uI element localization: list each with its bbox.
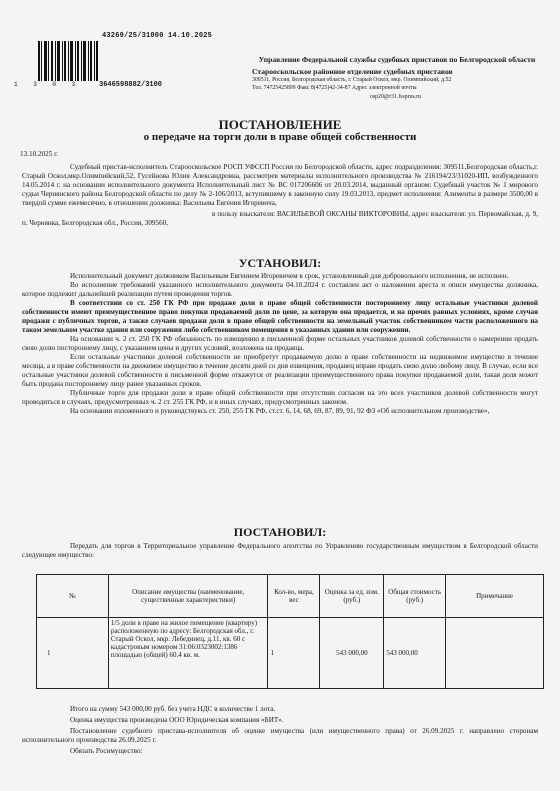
footer-oblige: Обязать Росимущество: [70, 747, 143, 755]
document-code: 43269/25/31000 14.10.2025 [102, 32, 213, 40]
cell-unit-price: 543 000,00 [320, 618, 384, 689]
document-subtitle: о передаче на торги доли в праве общей собственности [143, 131, 417, 143]
paragraph-article-250: В соответствии со ст. 250 ГК РФ при продаже доли в праве общей собственности постороннему лицу остальные участники долевой собственности имеют преимущественное право покупки продаваемой доли по цене, за которую она продается, и на прочих равных условиях, кроме случая продажи с публичных торгов, а также случаев продажи доли в праве общей собственности на земельный участок собственником части расположенного на таком земельном участке здания или сооружения либо собственником помещения в указанных здании или сооружении. [22, 299, 538, 334]
table-header-row [37, 575, 544, 618]
agency-phone: Тел. 74725425899 Факс 8(4725)42-34-87 Адрес электронной почты [252, 85, 417, 92]
col-header-total: Общая стоимость (руб.) [384, 575, 446, 618]
intro-claimant-paragraph: в пользу взыскателя: ВАСИЛЬЕВОЙ ОКСАНЫ ВИКТОРОВНЫ, адрес взыскателя: ул. Первомайская, д. 9, п. Чернянка, Белгородская обл., Россия, 309560, [22, 210, 538, 227]
cell-quantity: 1 [268, 618, 320, 689]
agency-department: Старооскольское районное отделение судебных приставов [252, 66, 453, 76]
document-date: 13.10.2025 г. [20, 150, 59, 158]
table-row [37, 618, 544, 689]
paragraph-transfer: Передать для торгов в Территориальное управление Федерального агентства по Управлению государственным имуществом в Белгородской области следующее имущество: [22, 542, 538, 559]
intro-paragraph: Судебный пристав-исполнитель Старооскольское РОСП УФССП России по Белгородской области, адрес подразделения: 309511,Белгородская область,г. Старый Оскол,мкр.Олимпийский,52, Гусейнова Юлия Александровна, рассмотрев материалы исполнительного производства № 216194/23/31020-ИП, возбужденного 14.05.2014 г. на основании исполнительного документа Исполнительный лист № ВС 017206606 от 20.03.2014, выданный органом: Судебный участок № 1 мирового судьи Чернянского района Белгородской области по делу № 2-106/2013, вступившему в законную силу 19.03.2013, предмет исполнения: Алименты в размере 3500,00 в твердой сумме ежемесячно, в отношении должника: Васильева Евгения Игоревича, [22, 163, 538, 207]
agency-address: 309511, Россия, Белгородская область, г. Старый Оскол, мкр. Олимпийский, д.52 [252, 76, 452, 83]
col-header-note: Примечание [446, 575, 544, 618]
col-header-quantity: Кол-во, мера, вес [268, 575, 320, 618]
section-resolved-heading: ПОСТАНОВИЛ: [233, 525, 327, 539]
footer-total: Итого на сумму 543 000,00 руб. без учета НДС в количестве 1 лота. [70, 705, 276, 713]
paragraph-notify-obligation: На основании ч. 2 ст. 250 ГК РФ обязанность по извещению в письменной форме остальных участников долевой собственности о намерении продать свою долю постороннему лицу, с указанием цены и других условий, возложена на продавца. [22, 335, 538, 352]
footer-resolution: Постановление судебного пристава-исполнителя об оценке имущества (или имущественного права) от 26.09.2025 г. направлено сторонам исполнительного производства 26.09.2025 г. [22, 727, 538, 744]
section-established-heading: УСТАНОВИЛ: [238, 256, 322, 270]
cell-description: 1/5 доли в праве на жилое помещение (квартиру) расположенную по адресу: Белгородская обл., г. Старый Оскол, мкр. Лебединец, д.11, кв. 60 с кадастровым номером 31:06:0323002:1386 площадью (общей) 60.4 кв. м. [108, 618, 268, 689]
cell-number: 1 [37, 618, 109, 689]
footer-appraisal: Оценка имущества произведена ООО Юридическая компания «БИТ». [70, 716, 284, 724]
footer-section [22, 705, 538, 756]
col-header-number: № [37, 575, 109, 618]
col-header-unit-price: Оценка за ед. изм. (руб.) [320, 575, 384, 618]
col-header-description: Описание имущества (наименование, существенные характеристики) [108, 575, 268, 618]
paragraph-public-auction: Публичные торги для продажи доли в праве общей собственности при отсутствии согласия на это всех участников долевой собственности могут проводиться в случаях, предусмотренных ч. 2 ст. 255 ГК РФ, и в иных случаях, предусмотренных законом. [22, 389, 538, 406]
agency-name: Управление Федеральной службы судебных приставов по Белгородской области [258, 55, 536, 64]
document-title: ПОСТАНОВЛЕНИЕ [218, 117, 342, 132]
agency-block [252, 55, 542, 102]
barcode-digits: 1 3 0 3 [14, 81, 82, 88]
resolved-section [22, 542, 538, 560]
agency-email: osp20@r31.fssprus.ru [370, 94, 422, 101]
paragraph-not-executed: Исполнительный документ должником Васильевым Евгением Игоревичем в срок, установленный для добровольного исполнения, не исполнен. [70, 272, 509, 280]
intro-section [22, 163, 538, 228]
paragraph-legal-basis: На основании изложенного и руководствуясь ст. 250, 255 ГК РФ, ст.ст. 6, 14, 68, 69, 87, 89, 91, 92 ФЗ «Об исполнительном производстве», [70, 407, 490, 415]
paragraph-sale-terms: Если остальные участники долевой собственности не приобретут продаваемую долю в праве собственности на недвижимое имущество в течение месяца, а в праве собственности на движимое имущество в течение десяти дней со дня извещения, продавец вправе продать свою долю любому лицу. В случае, если все остальные участники долевой собственности в письменной форме откажутся от реализации преимущественного права покупки продаваемой доли, такая доля может быть продана постороннему лицу ранее указанных сроков. [22, 353, 538, 388]
paragraph-arrest-act: Во исполнение требований указанного исполнительного документа 04.10.2024 г. составлен акт о наложении ареста и описи имущества должника, которое подлежит дальнейшей реализации путем проведения торгов. [22, 281, 538, 298]
cell-note [446, 618, 544, 689]
barcode-number: 3646598882/3100 [99, 81, 163, 89]
established-section [22, 272, 538, 416]
property-table [36, 574, 544, 689]
cell-total: 543 000,00 [384, 618, 446, 689]
